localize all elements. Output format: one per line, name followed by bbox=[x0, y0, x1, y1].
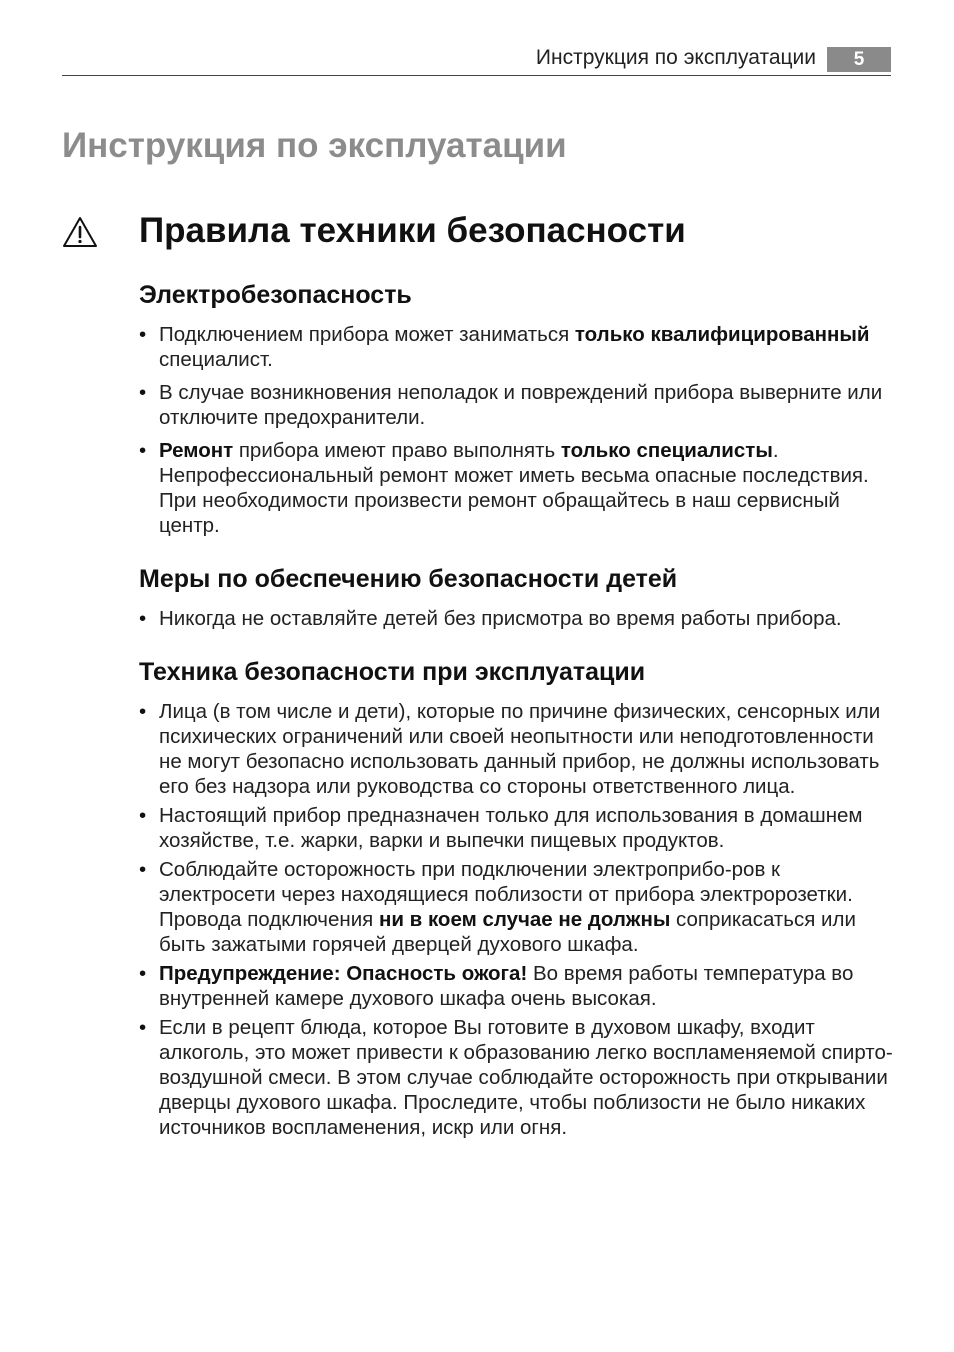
item-emphasis: Ремонт bbox=[159, 439, 234, 462]
list-item bbox=[139, 857, 899, 957]
list-item bbox=[139, 438, 899, 538]
chapter-title: Инструкция по эксплуатации bbox=[62, 126, 567, 165]
item-text: Соблюдайте осторожность при подключении электроприбо-ров к электросети через находящиеся поблизости от прибора электророзетки. Провода подключения bbox=[159, 858, 853, 931]
list-item bbox=[139, 699, 899, 799]
item-emphasis: только специалисты bbox=[560, 439, 773, 462]
list-item bbox=[139, 606, 899, 631]
warning-triangle-icon bbox=[62, 216, 98, 248]
subheading-children: Меры по обеспечению безопасности детей bbox=[139, 565, 678, 593]
item-text: В случае возникновения неполадок и повреждений прибора выверните или отключите предохранители. bbox=[159, 381, 883, 429]
item-text: Лица (в том числе и дети), которые по причине физических, сенсорных или психических ограничений или своей неопытности или неподготовленности не могут безопасно использовать данный прибор, не должны использовать его без надзора или руководства со стороны ответственного лица. bbox=[159, 700, 881, 798]
page-number: 5 bbox=[827, 47, 891, 72]
item-emphasis: Предупреждение: Опасность ожога! bbox=[159, 962, 528, 985]
item-text: Во время работы температура во внутренней камере духового шкафа очень высокая. bbox=[159, 962, 854, 1010]
item-text: специалист. bbox=[159, 348, 273, 371]
item-text: . Непрофессиональный ремонт может иметь весьма опасные последствия. При необходимости произвести ремонт обращайтесь в наш сервисный центр. bbox=[159, 439, 869, 537]
item-text: Если в рецепт блюда, которое Вы готовите в духовом шкафу, входит алкоголь, это может привести к образованию легко воспламеняемой спирто-воздушной смеси. В этом случае соблюдайте осторожность при открывании дверцы духового шкафа. Проследите, чтобы поблизости не было никаких источников воспламенения, искр или огня. bbox=[159, 1016, 893, 1139]
list-item bbox=[139, 1015, 899, 1140]
subheading-electrical: Электробезопасность bbox=[139, 281, 412, 309]
item-emphasis: ни в коем случае не должны bbox=[378, 908, 671, 931]
item-emphasis: только квалифицированный bbox=[574, 323, 870, 346]
section-title: Правила техники безопасности bbox=[139, 211, 686, 250]
children-list bbox=[139, 606, 899, 631]
list-item bbox=[139, 803, 899, 853]
item-text: соприкасаться или быть зажатыми горячей дверцей духового шкафа. bbox=[159, 908, 856, 956]
item-text: прибора имеют право выполнять bbox=[233, 439, 561, 462]
item-text: Настоящий прибор предназначен только для использования в домашнем хозяйстве, т.е. жарки, варки и выпечки пищевых продуктов. bbox=[159, 804, 863, 852]
list-item bbox=[139, 380, 899, 430]
item-text: Никогда не оставляйте детей без присмотра во время работы прибора. bbox=[159, 607, 842, 630]
subheading-operation: Техника безопасности при эксплуатации bbox=[139, 658, 646, 686]
header-divider bbox=[62, 75, 891, 76]
content bbox=[139, 278, 899, 1140]
list-item bbox=[139, 322, 899, 372]
operation-list bbox=[139, 699, 899, 1140]
electrical-list bbox=[139, 322, 899, 538]
item-text: Подключением прибора может заниматься bbox=[159, 323, 575, 346]
list-item bbox=[139, 961, 899, 1011]
running-title: Инструкция по эксплуатации bbox=[535, 46, 816, 69]
